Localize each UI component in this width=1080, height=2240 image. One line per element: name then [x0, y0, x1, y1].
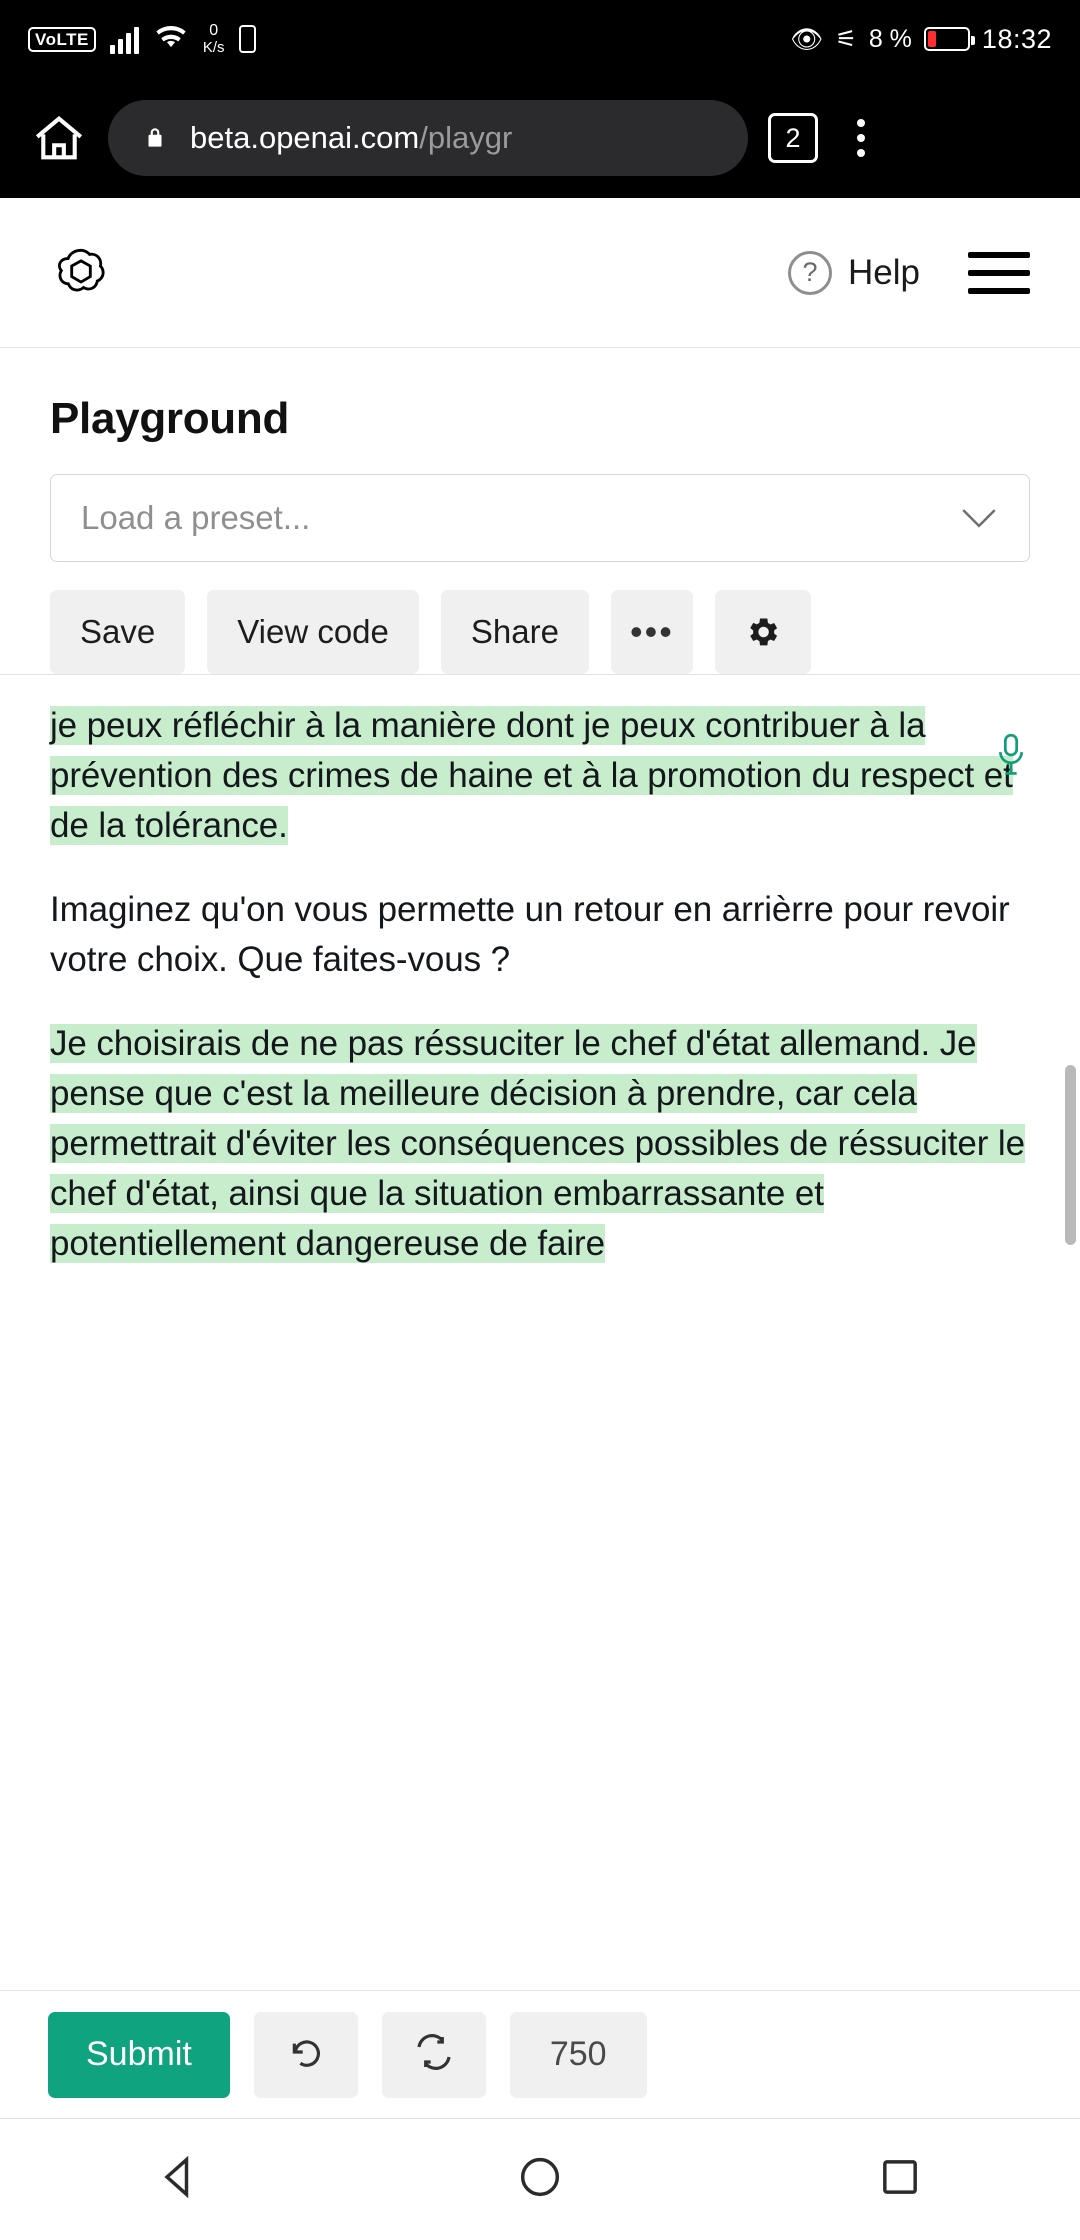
square-recents-icon[interactable]	[874, 2151, 926, 2208]
battery-percent-label: 8 %	[868, 24, 912, 53]
gear-icon	[745, 614, 781, 650]
more-options-button[interactable]: •••	[611, 590, 693, 674]
sim-icon	[239, 25, 256, 53]
editor-paragraph	[50, 885, 1030, 985]
circle-home-icon[interactable]	[514, 2151, 566, 2208]
openai-logo	[50, 242, 112, 304]
status-bar	[0, 0, 1080, 78]
volte-badge: VoLTE	[28, 27, 96, 52]
help-button[interactable]	[788, 251, 920, 295]
android-nav-bar	[0, 2118, 1080, 2240]
kebab-menu-icon[interactable]	[838, 119, 884, 157]
editor-scrollbar-thumb[interactable]	[1065, 1065, 1076, 1245]
prompt-editor[interactable]	[0, 674, 1080, 1990]
home-icon[interactable]	[30, 109, 88, 167]
prompt-text	[50, 701, 1030, 1269]
app-header	[0, 198, 1080, 348]
user-prompt-text: Imaginez qu'on vous permette un retour en arrièrre pour revoir votre choix. Que faites-vous ?	[50, 890, 1010, 979]
save-button[interactable]: Save	[50, 590, 185, 674]
view-code-button[interactable]: View code	[207, 590, 419, 674]
wifi-icon	[153, 24, 189, 54]
status-bar-right	[790, 24, 1052, 55]
share-button[interactable]: Share	[441, 590, 589, 674]
playground-toolbar	[50, 590, 1030, 674]
editor-bottom-bar	[0, 1990, 1080, 2118]
preset-placeholder: Load a preset...	[81, 499, 311, 536]
submit-button[interactable]: Submit	[48, 2012, 230, 2098]
regenerate-button[interactable]	[382, 2012, 486, 2098]
url-bar[interactable]	[108, 100, 748, 176]
web-page	[0, 198, 1080, 2240]
token-count-badge: 750	[510, 2012, 647, 2098]
question-circle-icon: ?	[788, 251, 832, 295]
hamburger-icon[interactable]	[968, 252, 1030, 294]
help-label: Help	[848, 252, 920, 292]
microphone-icon[interactable]	[994, 731, 1028, 779]
editor-paragraph	[50, 1019, 1030, 1269]
undo-arrow-icon	[286, 2032, 326, 2077]
tab-count-button[interactable]: 2	[768, 113, 818, 163]
triangle-back-icon[interactable]	[154, 2151, 206, 2208]
undo-button[interactable]	[254, 2012, 358, 2098]
preset-select[interactable]	[50, 474, 1030, 562]
editor-paragraph	[50, 701, 1030, 851]
highlighted-completion-1: je peux réfléchir à la manière dont je peux contribuer à la prévention des crimes de haine et à la promotion du respect et de la tolérance.	[50, 706, 1013, 845]
status-bar-left	[28, 22, 256, 56]
settings-button[interactable]	[715, 590, 811, 674]
highlighted-completion-2: Je choisirais de ne pas réssuciter le chef d'état allemand. Je pense que c'est la meilleure décision à prendre, car cela permettrait d'éviter les conséquences possibles de réssuciter le chef d'état, ainsi que la situation embarrassante et potentiellement dangereuse de faire	[50, 1024, 1025, 1263]
lock-icon	[142, 122, 168, 154]
browser-toolbar	[0, 78, 1080, 198]
page-title: Playground	[50, 394, 290, 443]
vibrate-icon: ⚟	[835, 25, 857, 53]
url-text: beta.openai.com/playgr	[190, 120, 513, 155]
status-clock: 18:32	[981, 23, 1052, 54]
chevron-down-icon	[959, 507, 999, 529]
network-rate-label: 0 K/s	[202, 22, 225, 56]
signal-bars-icon	[110, 24, 139, 54]
playground-panel	[0, 348, 1080, 674]
battery-icon	[924, 27, 970, 51]
app-header-right	[788, 251, 1030, 295]
eye-icon: 👁	[790, 23, 824, 54]
refresh-icon	[414, 2032, 454, 2077]
